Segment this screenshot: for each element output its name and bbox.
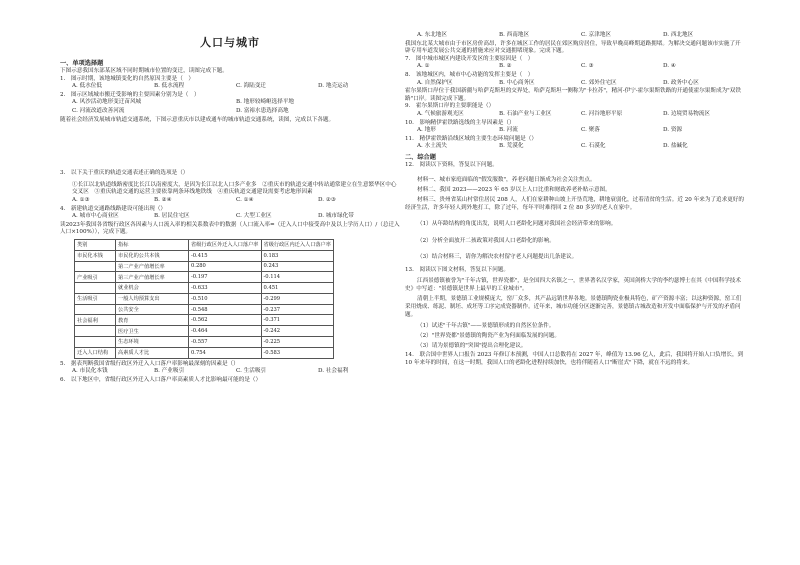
options-8 [417,80,745,88]
material-13b: 清朝上半期，景德镇工业规模庞大，窑厂众多，其产品远销世界各地。景德镇陶瓷业极具特色，矿产资源丰富；以这种资源，窑工们采用烧成、练泥、制坯、成坯等工序完成瓷器制作。近年来，城市功能分区逐渐完善，景德镇古城改造和开发中面临保护与开发的矛盾问题。 [405,295,742,319]
intro-text: 下图示意我国东部某区域不同时期城市位置的变迁，读图完成下题。 [60,68,228,74]
subquestion-12-3: （3）结合材料三，请你为解决农村留守老人问题提出几条建议。 [417,253,578,260]
table-cell: 第二产业产值增长率 [116,261,189,272]
question-8: 8. 该地城区内，城市中心功能的发挥主要是（ ） [405,71,534,78]
option: B. 中心商务区 [499,79,535,86]
question-10: 10. 影响精伊霍铁路选线的主导因素是（） [405,119,515,126]
option: C. 河谷地形平原 [581,110,623,117]
question-7: 7. 图中城市城区内建设开发区的主要原因是（ ） [405,55,534,62]
table-cell: 医疗卫生 [116,326,189,337]
option: D. 社会福利 [318,368,349,375]
question-13: 13. 阅读以下图文材料，答复以下问题。 [405,266,509,273]
table-row [75,315,334,326]
options-2b [72,108,400,116]
option: B. 产业吸引 [154,368,185,375]
table-cell: 生活吸引 [75,293,116,304]
table-cell: 0.183 [261,250,334,261]
subquestion-12-1: （1）从年龄结构的角度出发，说明人口老龄化问题对我国社会经济带来的影响。 [417,221,617,228]
option: D. 资源 [663,127,683,134]
table-row [75,326,334,337]
options-10 [417,127,745,135]
table-cell: 0.280 [189,261,262,272]
option: D. 政务中心区 [663,79,699,86]
subquestion-13-1: （1）试述"千年古镇"——景德镇形成的自然区位条件。 [417,322,555,329]
option: A. 城市中心商业区 [72,213,119,220]
data-table [74,239,334,359]
table-row [75,347,334,358]
table-row [75,261,334,272]
table-cell: 0.243 [261,261,334,272]
options-1 [72,83,400,91]
option: B. ② [499,63,512,70]
option: A. 自然保护区 [417,79,453,86]
table-cell: 一般人均预算支出 [116,293,189,304]
table-cell: 生态环境 [116,337,189,348]
table-cell [75,304,116,315]
option: B. 荒漠化 [499,143,524,150]
table-cell: -0.633 [189,283,262,294]
passage-2: 读2023年我国各省级行政区各因素与人口流入率的相关系数表中的数据（人口流入率=（迁入人口中接受高中及以上学历人口）/（总迁入人口×100%）），完成下题。 [60,221,400,236]
table-cell: 市民化本钱 [75,250,116,261]
option: D. 地壳运动 [318,83,349,90]
option: A. ①③ [72,196,90,203]
table-cell: -0.114 [261,272,334,283]
table-cell: 市民化的公共本钱 [116,250,189,261]
table-row [75,337,334,348]
table-cell: -0.562 [189,315,262,326]
map-space [60,124,400,170]
table-cell: -0.225 [261,337,334,348]
table-cell: 就业机会 [116,283,189,294]
left-column [60,0,400,565]
table-cell: 0.451 [261,283,334,294]
table-cell: -0.548 [189,304,262,315]
question-12: 12. 阅读以下资料，答复以下问题。 [405,161,498,168]
question-6: 6. 以下地区中，省级行政区外迁入人口落户率高素质人才比影响最可能的是（） [60,376,262,383]
option: D. ④ [663,63,676,70]
table-cell: 0.754 [189,347,262,358]
table-cell: 公共安全 [116,304,189,315]
table-cell: -0.557 [189,337,262,348]
option: D. 富裕水患选择高地 [236,107,289,114]
option: B. 河流 [499,127,518,134]
option: D. 西北地区 [663,32,694,38]
option: C. 郊外住宅区 [581,79,617,86]
table-cell: -0.197 [189,272,262,283]
table-cell: -0.510 [189,293,262,304]
question-9: 9. 霍尔果斯口岸的主要职能是（） [405,103,495,110]
table-cell: -0.299 [261,293,334,304]
option: B. 石油产业与工业区 [499,110,552,117]
passage: 随着社会经济发展城市轨道交通系统，下图示意重庆市以建成通车的城市轨道交通系统，读图，完成以下各题。 [60,116,335,123]
option: A. 气候旅游观光区 [417,110,464,117]
option: C. 生活吸引 [236,368,267,375]
option: C. 海陆变迁 [236,83,267,90]
table-cell [75,326,116,337]
subquestion-12-2: （2）分析全面放开二孩政策对我国人口老龄化的影响。 [417,237,555,244]
question-4: 4. 新建轨道交通路线路建设可能出现（） [60,205,167,212]
table-cell [75,283,116,294]
options-5 [72,368,400,376]
options-9 [417,111,745,119]
material-1: 材料一、城市家庭面临的"假发服数"，养老问题日渐成为社会关注焦点。 [417,176,596,183]
table-cell [75,337,116,348]
options-2 [72,99,400,107]
table-header: 省级行政区内迁入人口落户率 [261,239,334,250]
option: B. 西南地区 [499,32,530,38]
option: D. ②③ [318,196,336,203]
statements-3: ①长江以北轨道线路密度比长江以南密度大，是因为长江以北人口多产业多 ②重庆市的轨道交通中转站通常建立在生意繁华区中心交叉区 ③重庆轨道交通的运营主要依靠两条环线地铁线 ④重庆轨道交通建设需要考虑地形因素 [72,181,397,196]
table-cell: -0.415 [189,250,262,261]
option: A. 低水位低 [72,83,102,90]
option: B. 低水流程 [154,83,185,90]
option: C. 京津地区 [581,32,612,38]
table-cell: -0.237 [261,304,334,315]
section-heading: 一、单项选择题 [60,60,104,67]
table-cell: 教育 [116,315,189,326]
option: D. 边境贸易物流区 [663,110,710,117]
page-title: 人口与城市 [200,36,260,49]
table-cell [75,261,116,272]
table-row [75,304,334,315]
options-11 [417,143,745,151]
option: A. 水土流失 [417,143,447,150]
question-2: 2. 图示区域城市搬迁受影响的主要因素分别为是（ ） [60,91,200,98]
right-column [405,0,745,565]
question-14: 14. 联合国中世界人口报告 2023 年修订本预测，中国人口总数将在 2027 年，峰值为 13.96 亿人，此后，我国将开始人口负增长，到 10 年来年的时间，在这一时期，我国人口的老龄化进程持续加快，也将伴随着人口"断崖式"下降，就在不远的将来。 [405,352,744,366]
material-2: 材料二、我国 2023——2023 年 65 岁以上人口比重和财政养老补贴示意图。 [417,186,611,193]
subquestion-13-3: （3）请为景德镇的"突围"提出合理化建议。 [417,342,527,349]
options-6 [417,32,745,40]
passage-3: 我国东北某大城市由于市区房价高昂，许多在城区工作的居民在郊区购房居住，导致早晚高峰期道路拥堵。为解决交通问题该市实施了开辟专用车道发展公共交通的措施来应对交通拥堵现象。完成下题。 [405,40,741,55]
material-3: 材料三、贵州省某山村常住居民 208 人，人们在家耕种山坡上开垦荒地，耕地衰弱化，过着清贫的生活。近 20 年来为了追求更好的经济生活，许多年轻人到外地打工，除了过年，每年平时难得回 2 位 80 多岁的老人在家中。 [405,196,744,212]
option: C. ③ [581,63,594,70]
table-header: 指标 [116,239,189,250]
table-row [75,250,334,261]
options-3 [72,197,400,205]
table-cell: 高素质人才比 [116,347,189,358]
table-cell: -0.242 [261,326,334,337]
table-cell: -0.583 [261,347,334,358]
option: C. 石漠化 [581,143,606,150]
option: A. 地形 [417,127,436,134]
option: A. 东北地区 [417,32,447,38]
option: D. 城市绿化带 [318,213,354,220]
option: B. 地形较崎岖选择平地 [236,99,295,106]
question-11: 11. 精伊霍铁路沿线区域的主要生态环境问题是（） [405,135,537,142]
table-row [75,283,334,294]
option: C. 聚落 [581,127,600,134]
table-cell: 第三产业产值增长率 [116,272,189,283]
table-cell: 社会福利 [75,315,116,326]
option: C. 河流改道改善河流 [72,107,125,114]
table-cell: 迁入人口结构 [75,347,116,358]
options-7 [417,63,745,71]
question-1: 1. 图示时期，该地城镇变化的自然原因主要是（ ） [60,75,194,82]
table-header: 类别 [75,239,116,250]
option: D. 盐碱化 [663,143,688,150]
question-3: 3. 以下关于重庆的轨道交通表述正确的选项是（） [60,170,189,177]
table-row [75,272,334,283]
question-5: 5. 据表判断我国省级行政区外迁入人口落户率影响最深刻的因素是（） [60,360,239,367]
options-4 [72,213,400,221]
option: A. ① [417,63,430,70]
option: B. 居民住宅区 [154,213,190,220]
table-header: 省级行政区外迁入人口落户率 [189,239,262,250]
section-heading-2: 二、综合题 [405,153,436,161]
table-cell: -0.464 [189,326,262,337]
passage-4: 霍尔果斯口岸位于我国新疆与哈萨克斯坦的交界处，哈萨克斯坦一侧称为"卡拉苏"，精河-伊宁-霍尔果斯铁路的开通使霍尔果斯成为"双铁路"口岸。读图完成下题。 [405,88,741,102]
material-13: 江西景德镇被誉为"千年古镇，世界瓷都"，是全国四大名镇之一，世界著名汉学家，英国剑桥大学的李约瑟博士在其《中国科学技术史》中写道："景德镇是世界上最早的工业城市"。 [405,277,741,292]
option: A. 市民化本钱 [72,368,108,375]
table-cell: 产业吸引 [75,272,116,283]
option: B. ②④ [154,196,172,203]
table-row [75,293,334,304]
option: C. ①④ [236,196,254,203]
option: A. 风沙活动地形变迁苗风城 [72,99,142,106]
table-header-row [75,239,334,250]
option: C. 大型工业区 [236,213,272,220]
table-cell: -0.371 [261,315,334,326]
subquestion-13-2: （2）"世界瓷都"景德镇的陶瓷产业为何面临发展的问题。 [417,332,560,339]
